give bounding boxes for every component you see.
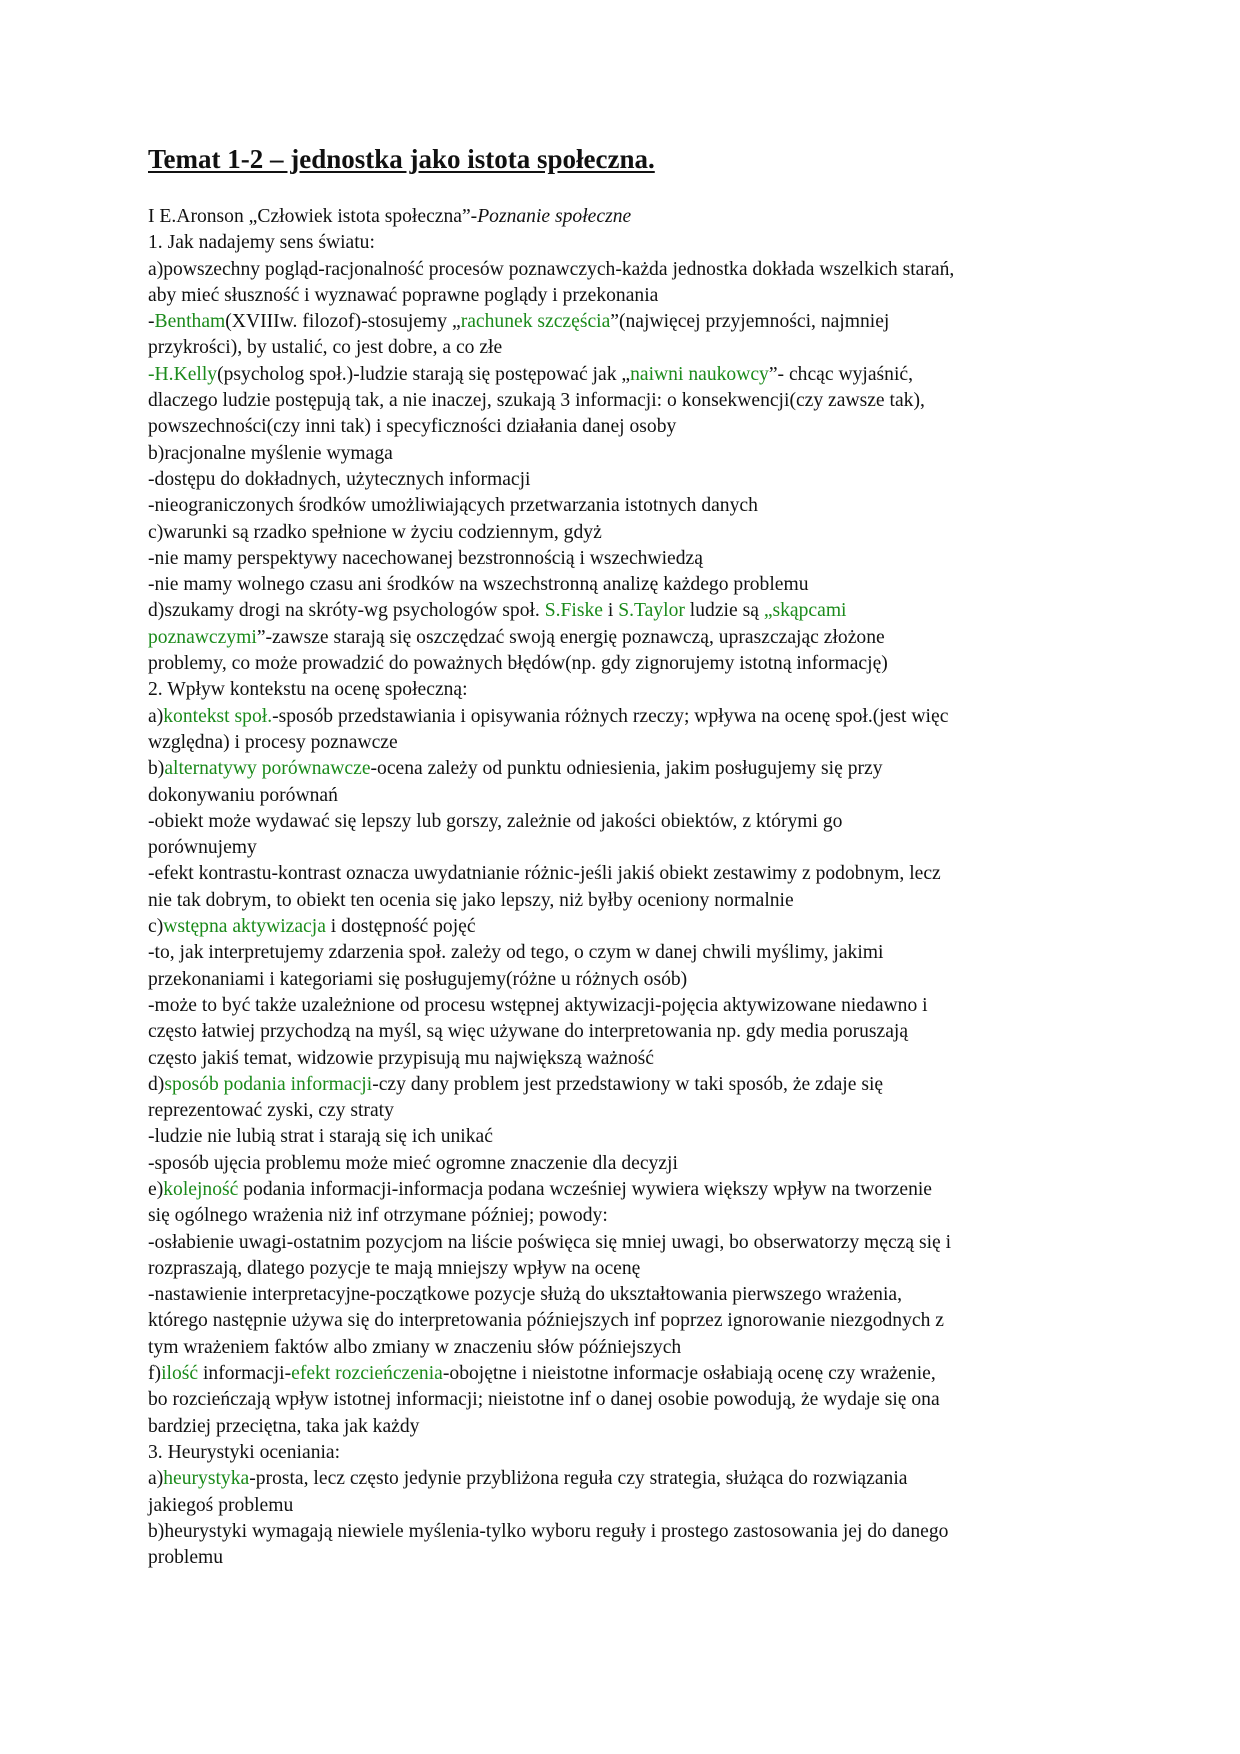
text-line — [148, 1151, 1108, 1177]
text-line — [148, 1440, 1108, 1466]
text-segment: bardziej przeciętna, taka jak każdy — [148, 1415, 420, 1437]
text-segment: rozpraszają, dlatego pozycje te mają mniejszy wpływ na ocenę — [148, 1257, 641, 1279]
text-segment: dokonywaniu porównań — [148, 784, 338, 806]
text-segment: -obiekt może wydawać się lepszy lub gorszy, zależnie od jakości obiektów, z którymi go — [148, 810, 843, 832]
highlighted-term: S.Taylor — [618, 600, 685, 622]
text-segment: (psycholog społ.)-ludzie starają się postępować jak „ — [217, 363, 631, 385]
text-line — [148, 1072, 1108, 1098]
text-segment: -obojętne i nieistotne informacje osłabiają ocenę czy wrażenie, — [442, 1363, 936, 1385]
text-segment: -nieograniczonych środków umożliwiających przetwarzania istotnych danych — [148, 495, 758, 517]
text-line — [148, 520, 1108, 546]
text-line — [148, 230, 1108, 256]
text-segment: 3. Heurystyki oceniania: — [148, 1441, 341, 1463]
text-segment: -osłabienie uwagi-ostatnim pozycjom na liście poświęca się mniej uwagi, bo obserwatorzy męczą się i — [148, 1231, 952, 1253]
text-segment: -ludzie nie lubią strat i starają się ich unikać — [148, 1126, 493, 1148]
text-line — [148, 414, 1108, 440]
text-line — [148, 467, 1108, 493]
text-line — [148, 835, 1108, 861]
highlighted-term: „skąpcami — [763, 600, 847, 622]
highlighted-term: efekt rozcieńczenia — [291, 1363, 443, 1385]
text-segment: przekonaniami i kategoriami się posługujemy(różne u różnych osób) — [148, 968, 688, 990]
text-segment: informacji- — [198, 1363, 292, 1385]
highlighted-term: -H.Kelly — [148, 363, 218, 385]
text-segment: tym wrażeniem faktów albo zmiany w znaczeniu słów późniejszych — [148, 1336, 682, 1358]
text-segment: -nie mamy perspektywy nacechowanej bezstronnością i wszechwiedzą — [148, 547, 703, 569]
italic-title: Poznanie społeczne — [477, 206, 632, 227]
text-line — [148, 1256, 1108, 1282]
text-segment: często łatwiej przychodzą na myśl, są więc używane do interpretowania np. gdy media poruszają — [148, 1021, 909, 1043]
text-segment: d) — [148, 1073, 165, 1095]
text-line — [148, 940, 1108, 966]
text-segment: ”- chcąc wyjaśnić, — [768, 363, 914, 385]
highlighted-term: kolejność — [163, 1178, 239, 1200]
text-segment: porównujemy — [148, 837, 257, 859]
text-segment: I E.Aronson „Człowiek istota społeczna”- — [148, 206, 478, 227]
text-segment: d)szukamy drogi na skróty-wg psychologów społ. — [148, 600, 545, 622]
text-line — [148, 704, 1108, 730]
text-segment: -czy dany problem jest przedstawiony w taki sposób, że zdaje się — [372, 1073, 884, 1095]
text-segment: -sposób przedstawiania i opisywania różnych rzeczy; wpływa na ocenę społ.(jest więc — [272, 705, 949, 727]
text-line — [148, 651, 1108, 677]
text-segment: podania informacji-informacja podana wcześniej wywiera większy wpływ na tworzenie — [238, 1178, 933, 1200]
highlighted-term: naiwni naukowcy — [630, 363, 769, 385]
text-line — [148, 756, 1108, 782]
text-line — [148, 993, 1108, 1019]
text-line — [148, 809, 1108, 835]
text-line — [148, 493, 1108, 519]
highlighted-term: heurystyka — [163, 1468, 250, 1490]
text-line — [148, 388, 1108, 414]
text-segment: powszechności(czy inni tak) i specyficzności działania danej osoby — [148, 416, 677, 438]
text-segment: a) — [148, 1468, 164, 1490]
document-page — [148, 142, 1108, 1571]
text-line — [148, 1019, 1108, 1045]
text-segment: -nastawienie interpretacyjne-początkowe pozycje służą do ukształtowania pierwszego wrażenia, — [148, 1284, 903, 1306]
text-line — [148, 1203, 1108, 1229]
text-line — [148, 598, 1108, 624]
text-segment: -sposób ujęcia problemu może mieć ogromne znaczenie dla decyzji — [148, 1152, 678, 1174]
text-segment: -ocena zależy od punktu odniesienia, jakim posługujemy się przy — [370, 758, 883, 780]
text-segment: i dostępność pojęć — [325, 916, 476, 938]
highlighted-term: wstępna aktywizacja — [163, 916, 326, 938]
text-segment: f) — [148, 1363, 162, 1385]
text-line — [148, 1493, 1108, 1519]
text-segment: (XVIIIw. filozof)-stosujemy „ — [225, 311, 461, 333]
text-segment: b)heurystyki wymagają niewiele myślenia-tylko wyboru reguły i prostego zastosowania jej do danego — [148, 1520, 949, 1542]
text-segment: c) — [148, 916, 164, 938]
text-segment: c)warunki są rzadko spełnione w życiu codziennym, gdyż — [148, 521, 602, 543]
text-line — [148, 1519, 1108, 1545]
text-line — [148, 967, 1108, 993]
text-segment: e) — [148, 1178, 164, 1200]
text-line — [148, 309, 1108, 335]
text-segment: dlaczego ludzie postępują tak, a nie inaczej, szukają 3 informacji: o konsekwencji(czy zawsze tak), — [148, 390, 925, 412]
text-segment: względna) i procesy poznawcze — [148, 731, 398, 753]
text-segment: -może to być także uzależnione od procesu wstępnej aktywizacji-pojęcia aktywizowane niedawno i — [148, 994, 928, 1016]
text-line — [148, 1124, 1108, 1150]
text-line — [148, 1335, 1108, 1361]
document-body — [148, 204, 1108, 1571]
text-segment: problemu — [148, 1547, 224, 1569]
text-segment: a) — [148, 705, 164, 727]
text-line — [148, 888, 1108, 914]
text-segment: b)racjonalne myślenie wymaga — [148, 442, 393, 464]
highlighted-term: S.Fiske — [544, 600, 603, 622]
text-segment: problemy, co może prowadzić do poważnych błędów(np. gdy zignorujemy istotną informację) — [148, 653, 888, 675]
text-line — [148, 1545, 1108, 1571]
text-line — [148, 1308, 1108, 1334]
text-segment: 1. Jak nadajemy sens światu: — [148, 232, 375, 254]
text-line — [148, 546, 1108, 572]
text-line — [148, 441, 1108, 467]
text-segment: -to, jak interpretujemy zdarzenia społ. zależy od tego, o czym w danej chwili myślimy, jakimi — [148, 942, 884, 964]
text-line — [148, 1361, 1108, 1387]
text-line — [148, 257, 1108, 283]
text-segment: i — [603, 600, 619, 622]
text-line — [148, 1466, 1108, 1492]
highlighted-term: rachunek szczęścia — [460, 311, 611, 333]
text-segment: - — [148, 311, 155, 333]
text-line — [148, 335, 1108, 361]
highlighted-term: kontekst społ. — [163, 705, 273, 727]
text-segment: nie tak dobrym, to obiekt ten ocenia się jako lepszy, niż byłby oceniony normalnie — [148, 889, 794, 911]
text-line — [148, 1098, 1108, 1124]
text-segment: przykrości), by ustalić, co jest dobre, a co złe — [148, 337, 503, 359]
text-line — [148, 625, 1108, 651]
text-segment: b) — [148, 758, 165, 780]
text-line — [148, 362, 1108, 388]
text-line — [148, 783, 1108, 809]
text-segment: 2. Wpływ kontekstu na ocenę społeczną: — [148, 679, 468, 701]
text-line — [148, 730, 1108, 756]
text-segment: jakiegoś problemu — [148, 1494, 294, 1516]
text-line — [148, 1414, 1108, 1440]
highlighted-term: sposób podania informacji — [164, 1073, 373, 1095]
text-segment: reprezentować zyski, czy straty — [148, 1100, 394, 1122]
text-segment: ludzie są — [684, 600, 764, 622]
text-segment: a)powszechny pogląd-racjonalność procesów poznawczych-każda jednostka dokłada wszelkich starań, — [148, 258, 955, 280]
text-segment: często jakiś temat, widzowie przypisują mu największą ważność — [148, 1047, 655, 1069]
text-segment: -dostępu do dokładnych, użytecznych informacji — [148, 468, 531, 490]
text-segment: -prosta, lecz często jedynie przybliżona reguła czy strategia, służąca do rozwiązania — [249, 1468, 908, 1490]
text-line — [148, 1177, 1108, 1203]
text-segment: aby mieć słuszność i wyznawać poprawne poglądy i przekonania — [148, 284, 659, 306]
document-title: Temat 1-2 – jednostka jako istota społeczna. — [148, 144, 655, 174]
text-segment: -efekt kontrastu-kontrast oznacza uwydatnianie różnic-jeśli jakiś obiekt zestawimy z podobnym, lecz — [148, 863, 941, 885]
text-line — [148, 677, 1108, 703]
text-line — [148, 1046, 1108, 1072]
text-line — [148, 1230, 1108, 1256]
text-line — [148, 572, 1108, 598]
text-line — [148, 1282, 1108, 1308]
text-segment: którego następnie używa się do interpretowania późniejszych inf poprzez ignorowanie niezgodnych z — [148, 1310, 944, 1332]
text-line — [148, 1387, 1108, 1413]
highlighted-term: alternatywy porównawcze — [164, 758, 371, 780]
highlighted-term: Bentham — [154, 311, 226, 333]
text-segment: ”-zawsze starają się oszczędzać swoją energię poznawczą, upraszczając złożone — [256, 626, 885, 648]
text-segment: -nie mamy wolnego czasu ani środków na wszechstronną analizę każdego problemu — [148, 574, 809, 596]
text-segment: bo rozcieńczają wpływ istotnej informacji; nieistotne inf o danej osobie powodują, że wydaje się ona — [148, 1389, 940, 1411]
highlighted-term: poznawczymi — [148, 626, 257, 648]
text-line — [148, 861, 1108, 887]
text-line — [148, 914, 1108, 940]
highlighted-term: ilość — [161, 1363, 199, 1385]
text-line — [148, 204, 1108, 230]
text-segment: się ogólnego wrażenia niż inf otrzymane później; powody: — [148, 1205, 608, 1227]
text-line — [148, 283, 1108, 309]
text-segment: ”(najwięcej przyjemności, najmniej — [610, 311, 890, 333]
